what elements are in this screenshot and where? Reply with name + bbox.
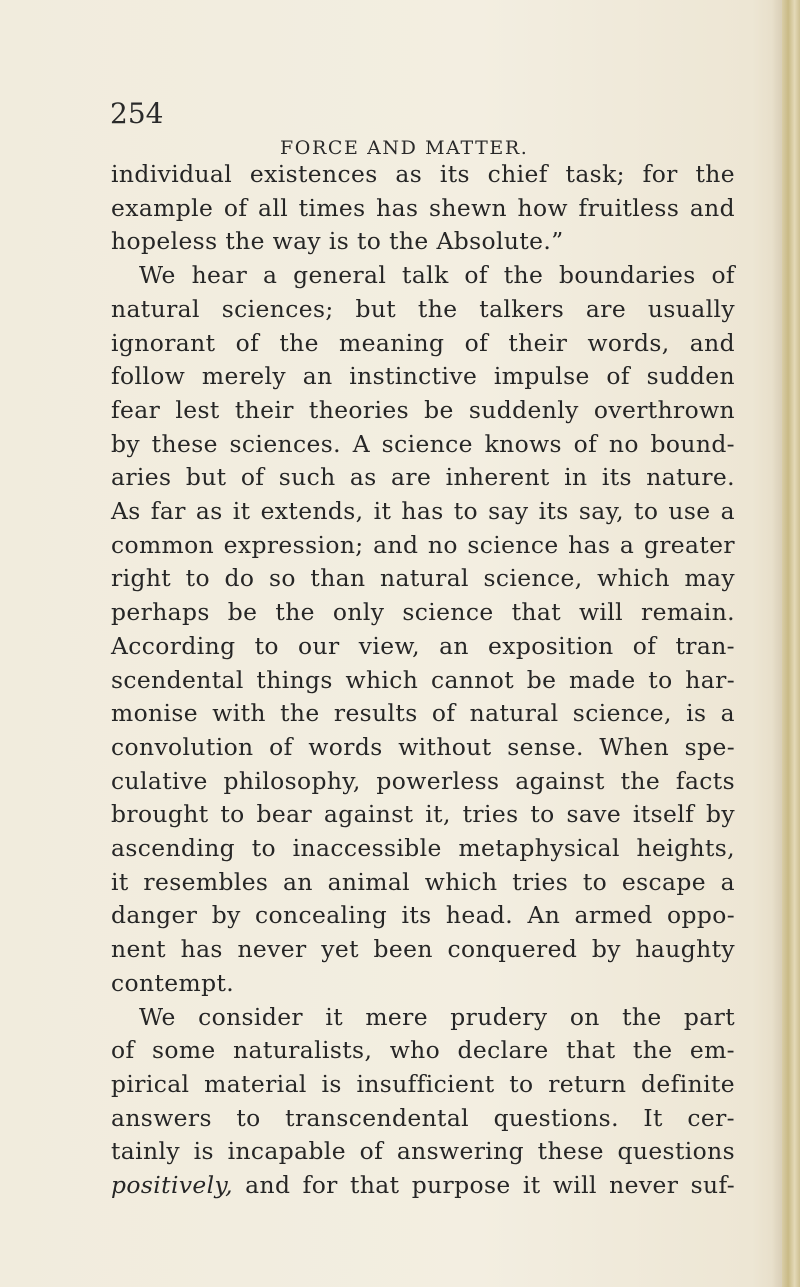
text-line-rest: and for that purpose it will never suf- [232,1171,735,1200]
text-line: nent has never yet been conquered by haughty [111,935,735,964]
text-line: contempt. [111,968,235,997]
text-line: ascending to inaccessible metaphysical heights, [111,834,735,863]
text-line: We consider it mere prudery on the part [139,1002,735,1031]
text-line: hopeless the way is to the Absolute.” [111,227,564,256]
text-line: brought to bear against it, tries to save itself by [111,800,735,829]
text-line: culative philosophy, powerless against the facts [111,766,735,795]
body-text [111,158,735,1203]
text-line: common expression; and no science has a greater [111,530,735,559]
text-line: According to our view, an exposition of tran- [111,631,735,660]
text-line: tainly is incapable of answering these questions [111,1137,735,1166]
text-line: ignorant of the meaning of their words, and [111,328,735,357]
text-line: of some naturalists, who declare that the em- [111,1036,735,1065]
page-number: 254 [110,97,164,130]
page-edge-shadow [772,0,782,1287]
text-line: scendental things which cannot be made to har- [111,665,735,694]
italic-word: positively, [111,1171,233,1200]
text-line: perhaps be the only science that will remain. [111,598,735,627]
text-line: convolution of words without sense. When spe- [111,732,735,761]
text-line: natural sciences; but the talkers are usually [111,294,735,323]
text-line: answers to transcendental questions. It cer- [111,1103,735,1132]
text-line: by these sciences. A science knows of no bound- [111,429,735,458]
text-line: individual existences as its chief task; for the [111,160,735,188]
text-line: fear lest their theories be suddenly overthrown [111,395,735,424]
text-line: aries but of such as are inherent in its nature. [111,463,735,492]
text-line: it resembles an animal which tries to escape a [111,867,735,896]
text-line: example of all times has shewn how fruitless and [111,193,735,222]
running-head: FORCE AND MATTER. [280,137,529,159]
text-line: danger by concealing its head. An armed oppo- [111,901,735,930]
text-line: monise with the results of natural science, is a [111,699,735,728]
text-line: We hear a general talk of the boundaries of [139,261,735,290]
text-line: follow merely an instinctive impulse of sudden [111,362,735,391]
page-edge [782,0,800,1287]
text-line: As far as it extends, it has to say its say, to use a [111,497,735,526]
text-line: pirical material is insufficient to return definite [111,1069,735,1098]
text-line-final [111,1169,735,1203]
text-line: right to do so than natural science, which may [111,564,735,593]
